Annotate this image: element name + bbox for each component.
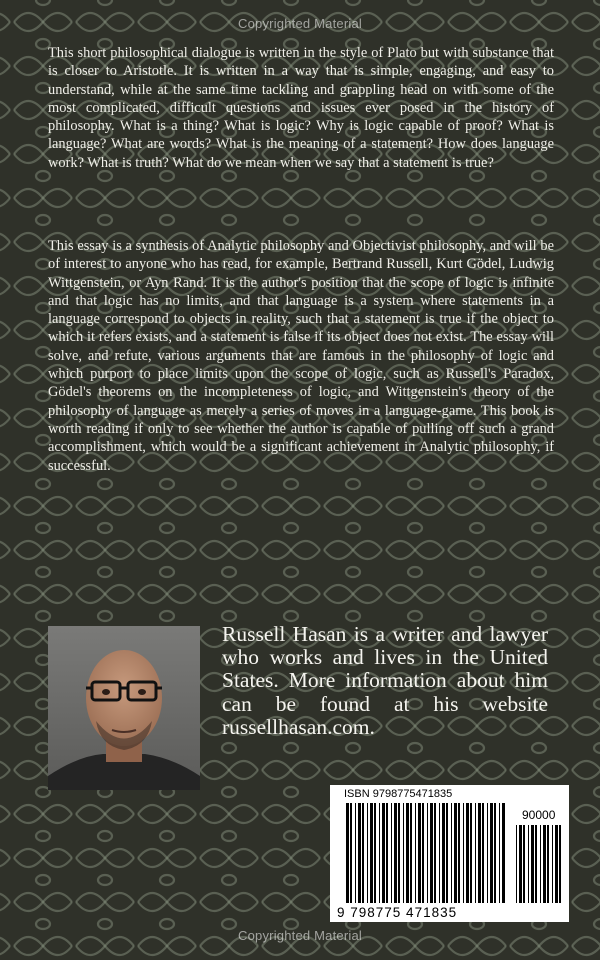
barcode-bars <box>330 785 569 922</box>
barcode-bar <box>451 803 452 903</box>
barcode-bar <box>370 803 373 903</box>
price-code: 90000 <box>522 808 556 822</box>
barcode-bar <box>374 803 376 903</box>
barcode-bar <box>434 803 436 903</box>
barcode-bar <box>362 803 364 903</box>
barcode-bar <box>430 803 433 903</box>
barcode-bar <box>523 825 525 903</box>
barcode-bar <box>382 803 385 903</box>
barcode-bar <box>406 803 409 903</box>
barcode-bar <box>502 803 505 903</box>
barcode-bar <box>540 825 541 903</box>
barcode-bar <box>454 803 457 903</box>
barcode-bar <box>559 825 561 903</box>
barcode-bar <box>422 803 424 903</box>
barcode-bar <box>394 803 397 903</box>
isbn-barcode <box>330 785 569 922</box>
barcode-bar <box>547 825 549 903</box>
author-bio: Russell Hasan is a writer and lawyer who works and lives in the United States. More information about him can be found at his website russellhasan.com. <box>222 622 548 739</box>
blurb-paragraph-2: This essay is a synthesis of Analytic philosophy and Objectivist philosophy, and will be of interest to anyone who has read, for example, Bertrand Russell, Kurt Gödel, Ludwig Wittgenstein, or Ayn Rand. It is the author's position that the scope of logic is infinite and that logic has no limits, and that language is a system where statements in a language correspond to objects in reality, such that a statement is true if the object to which it refers exists, and a statement is false if its object does not exist. The essay will solve, and refute, various arguments that are famous in the philosophy of logic and which purport to place limits upon the scope of logic, such as Russell's Paradox, Gödel's theorems on the incompleteness of logic, and Wittgenstein's theory of the philosophy of language as merely a series of moves in a language-game. This book is worth reading if only to see whether the author is capable of pulling off such a grand accomplishment, which would be a significant achievement in Analytic philosophy, if successful. <box>48 238 554 474</box>
barcode-bar <box>403 803 404 903</box>
barcode-bar <box>478 803 481 903</box>
copyright-watermark-top: Copyrighted Material <box>238 16 362 31</box>
isbn-digits: 9 798775 471835 <box>337 905 458 920</box>
barcode-bar <box>499 803 500 903</box>
barcode-bar <box>490 803 493 903</box>
barcode-bar <box>475 803 476 903</box>
barcode-bar <box>418 803 421 903</box>
barcode-bar <box>442 803 445 903</box>
barcode-bar <box>555 825 558 903</box>
barcode-bar <box>439 803 440 903</box>
barcode-bar <box>528 825 529 903</box>
barcode-bar <box>379 803 380 903</box>
barcode-bar <box>367 803 368 903</box>
barcode-bar <box>494 803 496 903</box>
isbn-label: ISBN 9798775471835 <box>344 788 453 800</box>
copyright-watermark-bottom: Copyrighted Material <box>238 928 362 943</box>
barcode-bar <box>410 803 412 903</box>
author-photo <box>48 626 200 790</box>
barcode-bar <box>358 803 361 903</box>
barcode-bar <box>463 803 464 903</box>
barcode-bar <box>535 825 537 903</box>
barcode-bar <box>470 803 472 903</box>
barcode-bar <box>391 803 392 903</box>
barcode-bar <box>355 803 356 903</box>
barcode-bar <box>458 803 460 903</box>
barcode-bar <box>350 803 352 903</box>
barcode-bar <box>398 803 400 903</box>
barcode-bar <box>386 803 388 903</box>
barcode-bar <box>346 803 349 903</box>
barcode-bar <box>446 803 448 903</box>
barcode-bar <box>516 825 517 903</box>
barcode-bar <box>482 803 484 903</box>
barcode-bar <box>519 825 522 903</box>
barcode-bar <box>487 803 488 903</box>
barcode-bar <box>543 825 546 903</box>
blurb-paragraph-1: This short philosophical dialogue is written in the style of Plato but with substance that is closer to Aristotle. It is written in a way that is simple, engaging, and easy to understand, while at the same time tackling and grappling head on with some of the most complicated, difficult questions and issues ever posed in the history of philosophy. What is a thing? What is logic? Why is logic capable of proof? What is language? What are words? What is the meaning of a statement? How does language work? What is truth? What do we mean when we say that a statement is true? <box>48 45 554 171</box>
barcode-bar <box>415 803 416 903</box>
barcode-bar <box>531 825 534 903</box>
barcode-bar <box>466 803 469 903</box>
barcode-bar <box>427 803 428 903</box>
barcode-bar <box>552 825 553 903</box>
